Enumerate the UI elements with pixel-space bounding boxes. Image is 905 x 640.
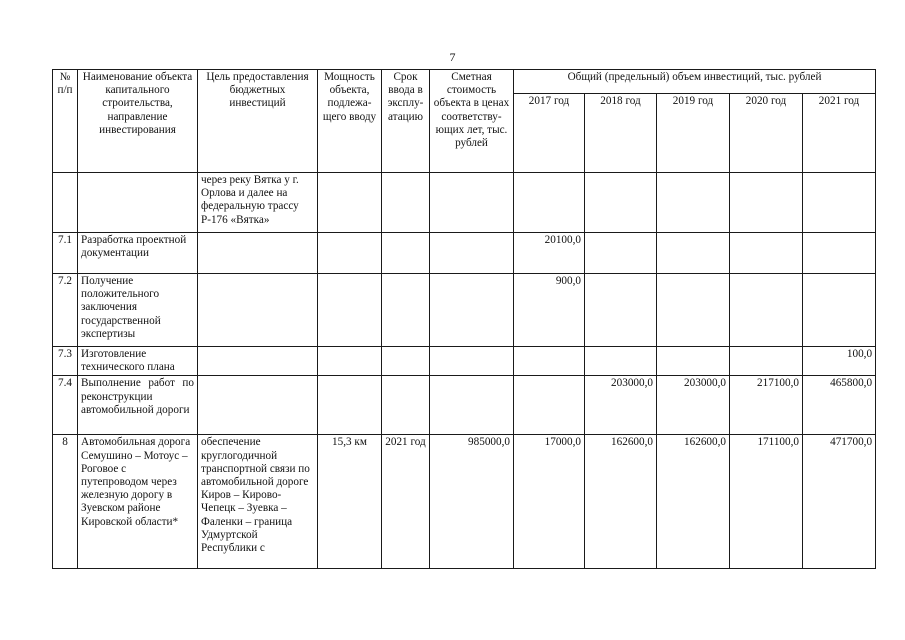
- header-num: № п/п: [53, 70, 78, 173]
- row-y2020: [730, 233, 803, 274]
- row-capacity: [318, 173, 382, 233]
- row-capacity: [318, 376, 382, 435]
- header-term: Срок ввода в эксплу- атацию: [382, 70, 430, 173]
- row-y2018: [585, 274, 657, 347]
- page-number: 7: [449, 50, 456, 64]
- row-capacity: [318, 233, 382, 274]
- row-y2021: [803, 233, 876, 274]
- row-y2019: 203000,0: [657, 376, 730, 435]
- row-cost: [430, 274, 514, 347]
- table-row: [53, 376, 876, 435]
- row-y2017: [514, 376, 585, 435]
- row-y2021: [803, 173, 876, 233]
- row-y2021: 471700,0: [803, 435, 876, 569]
- row-y2017: 20100,0: [514, 233, 585, 274]
- row-y2020: [730, 274, 803, 347]
- row-num: [53, 173, 78, 233]
- row-y2019: [657, 274, 730, 347]
- row-y2021: 100,0: [803, 347, 876, 376]
- row-term: [382, 274, 430, 347]
- row-capacity: [318, 274, 382, 347]
- row-y2017: 900,0: [514, 274, 585, 347]
- row-num: 7.2: [53, 274, 78, 347]
- row-goal: [198, 376, 318, 435]
- row-y2017: 17000,0: [514, 435, 585, 569]
- header-year-2021: 2021 год: [803, 94, 876, 173]
- investment-table: [52, 69, 876, 569]
- row-y2020: [730, 347, 803, 376]
- table-row: [53, 435, 876, 569]
- header-investments: Общий (предельный) объем инвестиций, тыс. рублей: [514, 70, 876, 94]
- row-name: Выполнение работ по реконструкции автомобильной дороги: [78, 376, 198, 435]
- row-y2018: [585, 347, 657, 376]
- header-year-2017: 2017 год: [514, 94, 585, 173]
- row-name: Изготовление технического плана: [78, 347, 198, 376]
- row-y2017: [514, 347, 585, 376]
- row-name: Автомобильная дорога Семушино – Мотоус – Роговое с путепроводом через железную дорогу в Зуевском районе Кировской области*: [78, 435, 198, 569]
- row-goal: [198, 347, 318, 376]
- header-year-2018: 2018 год: [585, 94, 657, 173]
- row-y2018: 203000,0: [585, 376, 657, 435]
- row-y2020: 217100,0: [730, 376, 803, 435]
- row-y2018: [585, 173, 657, 233]
- row-num: 7.3: [53, 347, 78, 376]
- row-y2021: [803, 274, 876, 347]
- header-name: Наименование объекта капитального строительства, направление инвестирования: [78, 70, 198, 173]
- table-row: [53, 347, 876, 376]
- header-year-2020: 2020 год: [730, 94, 803, 173]
- row-name: [78, 173, 198, 233]
- row-term: [382, 376, 430, 435]
- row-goal: [198, 233, 318, 274]
- table-row: [53, 274, 876, 347]
- row-cost: [430, 233, 514, 274]
- row-cost: [430, 347, 514, 376]
- header-cost: Сметная стоимость объекта в ценах соответству- ющих лет, тыс. рублей: [430, 70, 514, 173]
- row-cost: [430, 173, 514, 233]
- row-num: 7.4: [53, 376, 78, 435]
- row-term: 2021 год: [382, 435, 430, 569]
- row-num: 7.1: [53, 233, 78, 274]
- header-year-2019: 2019 год: [657, 94, 730, 173]
- row-y2019: 162600,0: [657, 435, 730, 569]
- row-y2017: [514, 173, 585, 233]
- row-y2021: 465800,0: [803, 376, 876, 435]
- row-capacity: 15,3 км: [318, 435, 382, 569]
- row-term: [382, 233, 430, 274]
- row-term: [382, 173, 430, 233]
- row-cost: 985000,0: [430, 435, 514, 569]
- row-cost: [430, 376, 514, 435]
- header-goal: Цель предоставления бюджетных инвестиций: [198, 70, 318, 173]
- row-goal: через реку Вятка у г. Орлова и далее на федеральную трассу Р-176 «Вятка»: [198, 173, 318, 233]
- row-y2019: [657, 173, 730, 233]
- row-name: Получение положительного заключения государственной экспертизы: [78, 274, 198, 347]
- row-y2020: 171100,0: [730, 435, 803, 569]
- row-name: Разработка проектной документации: [78, 233, 198, 274]
- table-row: [53, 173, 876, 233]
- row-num: 8: [53, 435, 78, 569]
- row-y2019: [657, 233, 730, 274]
- row-y2019: [657, 347, 730, 376]
- row-term: [382, 347, 430, 376]
- row-capacity: [318, 347, 382, 376]
- table-row: [53, 233, 876, 274]
- row-goal: [198, 274, 318, 347]
- header-capacity: Мощность объекта, подлежа- щего вводу: [318, 70, 382, 173]
- row-y2020: [730, 173, 803, 233]
- row-y2018: [585, 233, 657, 274]
- row-goal: обеспечение круглогодичной транспортной связи по автомобильной дороге Киров – Кирово-Чепецк – Зуевка – Фаленки – граница Удмуртской Республики с: [198, 435, 318, 569]
- row-y2018: 162600,0: [585, 435, 657, 569]
